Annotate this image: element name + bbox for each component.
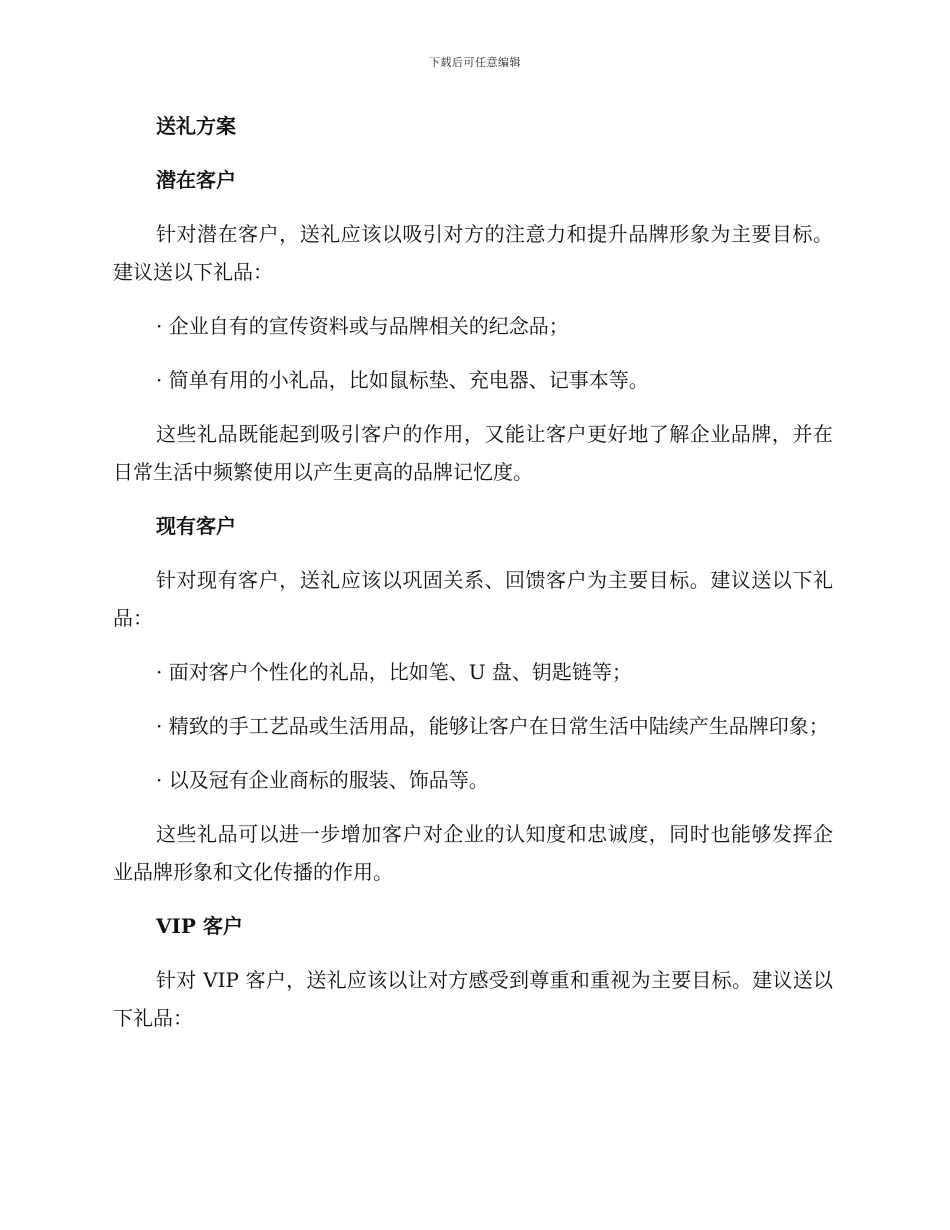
list-item: · 以及冠有企业商标的服装、饰品等。 <box>156 768 489 792</box>
list-item: · 面对客户个性化的礼品，比如笔、U 盘、钥匙链等； <box>156 660 632 684</box>
document-title: 送礼方案 <box>156 114 236 138</box>
paragraph-potential-intro: 针对潜在客户，送礼应该以吸引对方的注意力和提升品牌形象为主要目标。建议送以下礼品： <box>113 222 833 284</box>
section-heading-vip: VIP 客户 <box>156 914 243 938</box>
section-heading-potential: 潜在客户 <box>156 168 236 192</box>
paragraph-existing-intro: 针对现有客户，送礼应该以巩固关系、回馈客户为主要目标。建议送以下礼品： <box>113 568 833 630</box>
paragraph-existing-summary: 这些礼品可以进一步增加客户对企业的认知度和忠诚度，同时也能够发挥企业品牌形象和文化传播的作用。 <box>113 822 833 884</box>
section-heading-existing: 现有客户 <box>156 514 236 538</box>
paragraph-vip-intro: 针对 VIP 客户，送礼应该以让对方感受到尊重和重视为主要目标。建议送以下礼品： <box>113 968 833 1030</box>
paragraph-potential-summary: 这些礼品既能起到吸引客户的作用，又能让客户更好地了解企业品牌，并在日常生活中频繁使用以产生更高的品牌记忆度。 <box>113 422 833 484</box>
list-item: · 精致的手工艺品或生活用品，能够让客户在日常生活中陆续产生品牌印象； <box>156 714 829 738</box>
list-item: · 简单有用的小礼品，比如鼠标垫、充电器、记事本等。 <box>156 368 649 392</box>
page-header: 下载后可任意编辑 <box>429 56 521 69</box>
document-body <box>113 107 833 1053</box>
list-item: · 企业自有的宣传资料或与品牌相关的纪念品； <box>156 314 569 338</box>
